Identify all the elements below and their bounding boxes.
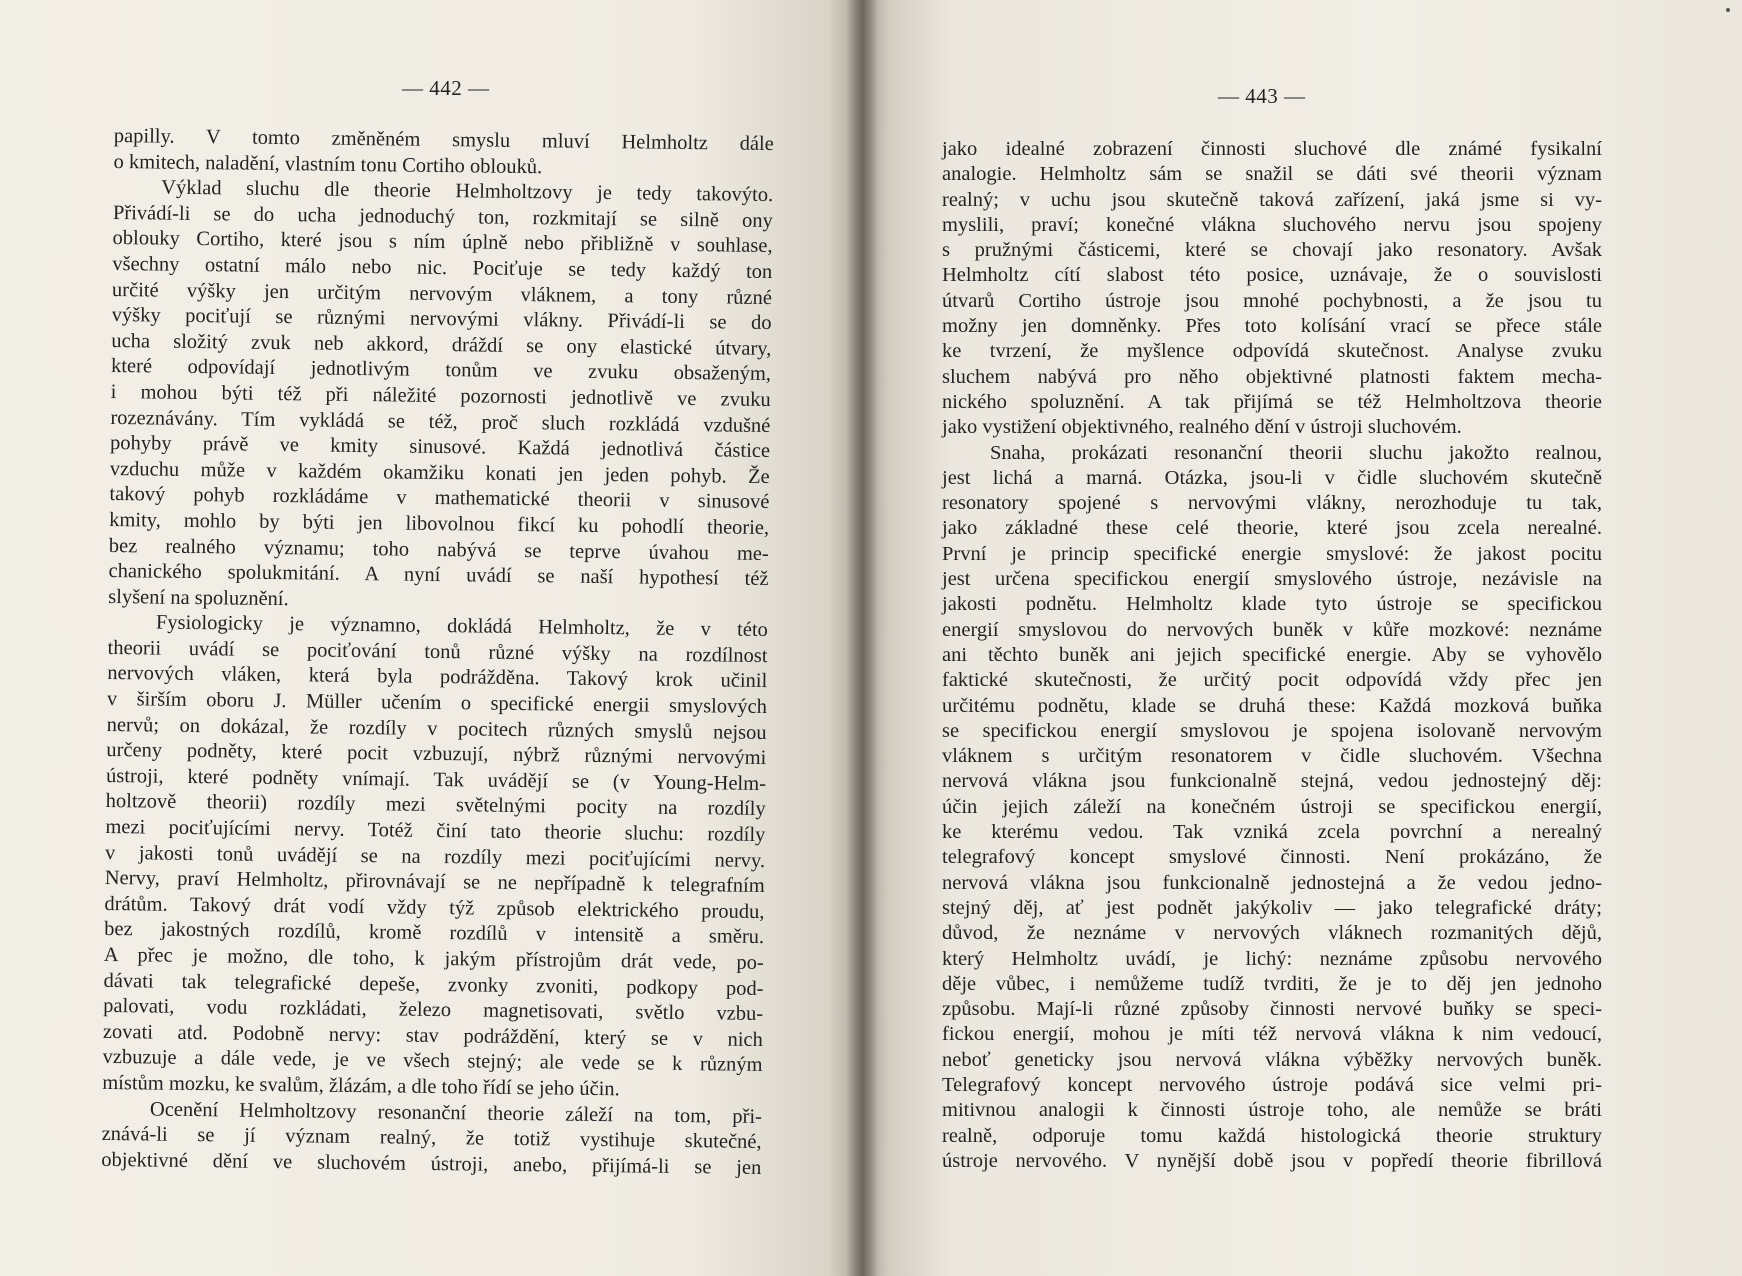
page-number: — 442 —: [402, 76, 490, 100]
text-line: nervových vláken, která byla podrážděna. Takový krok učinil: [107, 662, 768, 693]
text-line: se specifickou energií smyslovou je spojena isolovaně nervovým: [942, 719, 1602, 742]
text-line: kmity, mohlo by býti jen libovolnou fikcí ku pohodlí theorie,: [109, 508, 770, 539]
page-body-text: [101, 124, 774, 1181]
text-line: určité výšky jen určitým nervovým vláknem, a tony různé: [111, 278, 773, 309]
text-line: Telegrafový koncept nervového ústroje podává sice velmi pri-: [942, 1073, 1602, 1096]
text-line: oblouky Cortiho, které jsou s ním úplně nebo přibližně v souhlase,: [112, 227, 773, 258]
text-line: vláknem s určitým resonatorem v čidle sluchovém. Všechna: [942, 745, 1602, 768]
text-line: fickou energií, mohou je míti též nervová vlákna k nim vedoucí,: [942, 1023, 1602, 1046]
text-line: v širším oboru J. Müller učením o specifické energii smyslových: [106, 688, 768, 719]
text-line: První je princip specifické energie smyslové: že jakost pocitu: [942, 542, 1602, 565]
text-line: výšky pociťují se různými nervovými vlákny. Přivádí-li se do: [111, 304, 772, 335]
text-line: energií smyslovou do nervových buněk v kůře mozkové: neznáme: [942, 618, 1602, 641]
text-line: jest lichá a marná. Otázka, jsou-li v čidle sluchovém skutečně: [942, 466, 1602, 489]
text-line: jakosti podnětu. Helmholtz klade tyto ústroje se specifickou: [942, 593, 1602, 616]
text-line: nického spoluznění. A tak přijímá se též Helmholtzova theorie: [942, 390, 1602, 413]
text-line: s pružnými částicemi, které se chovají jako resonatory. Avšak: [942, 239, 1602, 262]
text-line: nervů; on dokázal, že rozdíly v pocitech různých smyslů nejsou: [106, 713, 767, 744]
text-line: rozeznávány. Tím vykládá se též, proč sluch rozkládá vzdušné: [110, 406, 771, 437]
text-line: papilly. V tomto změněném smyslu mluví Helmholtz dále: [113, 124, 774, 156]
text-line: účin jejich záleží na konečném ústroji se specifickou energií,: [942, 795, 1602, 818]
text-line: Fysiologicky je významno, dokládá Helmholtz, že v této: [155, 611, 768, 642]
text-line: drátům. Takový drát vodí vždy týž způsob elektrického proudu,: [104, 892, 765, 923]
text-line: určeny podněty, které pocit vzbuzují, nýbrž různými nervovými: [106, 739, 767, 770]
text-line: nervová vlákna jsou funkcionalně stejná, vedou jednostejný děj:: [942, 770, 1602, 793]
text-line: jest určena specifickou energií smyslového ústroje, nezávisle na: [942, 568, 1602, 591]
text-line: nervová vlákna jsou funkcionalně jednostejná a že vedou jedno-: [942, 871, 1602, 894]
text-line: zovati atd. Podobně nervy: stav podráždění, který se v nich: [102, 1020, 763, 1051]
text-line: resonatory spojené s nervovými vlákny, nerozhoduje tu tak,: [942, 492, 1602, 515]
text-line: faktické skutečnosti, že určitý pocit odpovídá vždy přec jen: [942, 669, 1602, 692]
text-line: objektivné dění ve sluchovém ústroji, anebo, přijímá-li se jen: [101, 1148, 762, 1179]
text-line: palovati, vodu rozkládati, železo magnetisovati, světlo vzbu-: [103, 995, 764, 1026]
text-line: theorii uvádí se pociťování tonů různé výšky na rozdílnost: [107, 636, 768, 667]
book-gutter: [846, 0, 878, 1276]
text-line: znává-li se jí význam realný, že totiž vystihuje skutečné,: [101, 1123, 762, 1154]
text-line: místům mozku, ke svalům, žlázám, a dle toho řídí se jeho účin.: [102, 1071, 620, 1101]
text-line: ústroje nervového. V nynější době jsou v popředí theorie fibrillová: [942, 1149, 1602, 1172]
text-line: ani těchto buněk ani jejich specifické energie. Aby se vyhovělo: [942, 643, 1602, 666]
text-line: ucha složitý zvuk neb akkord, dráždí se ony elastické útvary,: [111, 329, 772, 360]
text-line: dávati tak telegrafické depeše, zvonky zvoniti, podkopy pod-: [103, 969, 764, 1000]
text-line: slyšení na spoluznění.: [108, 585, 289, 610]
text-line: důvod, že neznáme v nervových vláknech rozmanitých dějů,: [942, 922, 1602, 945]
text-line: Snaha, prokázati resonanční theorii sluchu jakožto realnou,: [990, 441, 1602, 464]
text-line: ke tvrzení, že myšlence odpovídá skutečnost. Analyse zvuku: [942, 340, 1602, 363]
text-line: Helmholtz cítí slabost této posice, uznávaje, že o souvislosti: [942, 264, 1602, 287]
paper-speck: [1726, 8, 1730, 12]
text-line: neboť geneticky jsou nervová vlákna výběžky nervových buněk.: [942, 1048, 1602, 1071]
text-line: mitivnou analogii k činnosti ústroje toho, ale nemůže se bráti: [942, 1099, 1602, 1122]
text-line: realně, odporuje tomu každá histologická theorie struktury: [942, 1124, 1602, 1147]
text-line: ústroji, které podněty vnímají. Tak uvádějí se (v Young-Helm-: [105, 764, 767, 795]
text-line: Přivádí-li se do ucha jednoduchý ton, rozkmitají se silně ony: [112, 201, 774, 232]
text-line: realný; v uchu jsou skutečně taková zařízení, jaká jsme si vy-: [942, 188, 1602, 211]
text-line: holtzově theorii) rozdíly mezi světelnými pocity na rozdíly: [105, 790, 766, 821]
text-line: mezi pociťujícími nervy. Totéž činí tato theorie sluchu: rozdíly: [105, 815, 766, 847]
text-line: telegrafový koncept smyslové činnosti. Není prokázáno, že: [942, 846, 1602, 869]
text-line: všechny ostatní málo nebo nic. Pociťuje se tedy každý ton: [112, 252, 773, 284]
text-line: vzbuzuje a dále vede, je ve všech stejný; ale vede se k různým: [102, 1046, 763, 1077]
text-line: takový pohyb rozkládáme v mathematické theorii v sinusové: [109, 483, 770, 514]
text-line: které odpovídají jednotlivým tonům ve zvuku obsaženým,: [110, 355, 772, 386]
text-line: sluchem nabývá pro něho objektivné platnosti faktem mecha-: [942, 365, 1602, 388]
text-line: pohyby právě ve kmity sinusové. Každá jednotlivá částice: [109, 432, 771, 463]
text-line: určitému podnětu, klade se druhá these: Každá mozková buňka: [942, 694, 1602, 717]
text-line: jako vystižení objektivného, realného dění v ústroji sluchovém.: [942, 416, 1462, 439]
page-body-text: [942, 137, 1602, 1174]
right-page: [862, 0, 1742, 1276]
text-line: o kmitech, naladění, vlastním tonu Cortiho oblouků.: [113, 150, 543, 178]
text-line: Ocenění Helmholtzovy resonanční theorie záleží na tom, při-: [149, 1098, 763, 1128]
text-line: jako základné these celé theorie, které jsou zcela nerealné.: [942, 517, 1602, 540]
text-line: v jakosti tonů uvádějí se na rozdíly mezi pociťujícími nervy.: [104, 841, 766, 872]
text-line: A přec je možno, dle toho, k jakým přístrojům drát vede, po-: [103, 943, 764, 975]
page-number: — 443 —: [1218, 84, 1306, 108]
text-line: děje vůbec, i nemůžeme tudíž tvrditi, že je to děj jen jednoho: [942, 972, 1602, 995]
text-line: způsobu. Mají-li různé způsoby činnosti nervové buňky se speci-: [942, 998, 1602, 1021]
text-line: stejný děj, ať jest podnět jakýkoliv — jako telegrafické dráty;: [942, 896, 1602, 919]
text-line: který Helmholtz uvádí, je lichý: neznáme způsobu nervového: [942, 947, 1602, 970]
text-line: bez realného významu; toho nabývá se teprve úvahou me-: [108, 534, 769, 565]
text-line: i mohou býti též při náležité pozornosti jednotlivě ve zvuku: [110, 380, 771, 411]
text-line: analogie. Helmholtz sám se snažil se dáti své theorii význam: [942, 163, 1602, 186]
text-line: Výklad sluchu dle theorie Helmholtzovy je tedy takovýto.: [161, 176, 774, 207]
text-line: myslili, praví; konečné vlákna sluchového nervu jsou spojeny: [942, 213, 1602, 236]
text-line: bez jakostných rozdílů, kromě rozdílů v intensitě a směru.: [104, 918, 765, 949]
text-line: Nervy, praví Helmholtz, přirovnávají se ne nepřípadně k telegrafním: [104, 867, 765, 898]
left-page: [0, 0, 862, 1276]
text-line: možny jen domněnky. Přes toto kolísání vrací se přece stále: [942, 315, 1602, 338]
text-line: útvarů Cortiho ústroje jsou mnohé pochybnosti, a že jsou tu: [942, 289, 1602, 312]
text-line: jako idealné zobrazení činnosti sluchové dle známé fysikalní: [942, 138, 1602, 160]
text-line: vzduchu může v každém okamžiku konati jen jeden pohyb. Že: [109, 457, 770, 488]
text-line: ke kterému vedou. Tak vzniká zcela povrchní a nerealný: [942, 821, 1602, 844]
text-line: chanického spolukmitání. A nyní uvádí se naší hypothesí též: [108, 560, 769, 591]
